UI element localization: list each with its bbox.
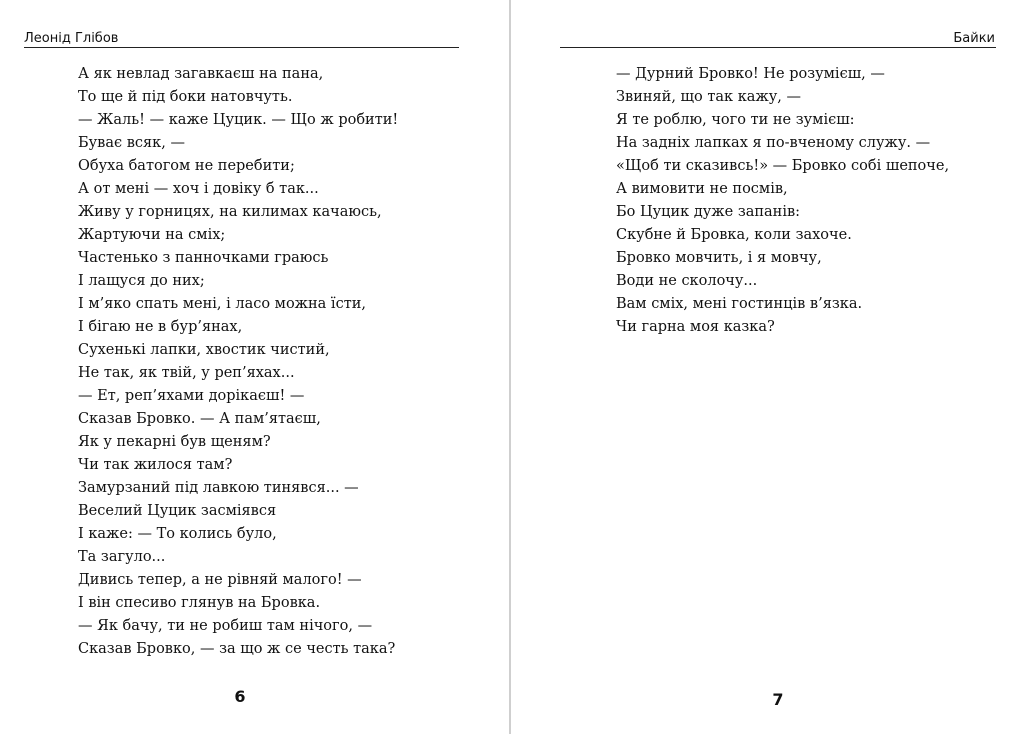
poem-line: Чи гарна моя казка? <box>616 319 775 335</box>
poem-line: — Дурний Бровко! Не розумієш, — <box>616 66 885 82</box>
left-running-header: Леонід Глібов <box>24 31 119 46</box>
left-poem-text <box>78 63 398 661</box>
poem-line: Буває всяк, — <box>78 135 185 151</box>
poem-line: Звиняй, що так кажу, — <box>616 89 802 105</box>
poem-line: Дивись тепер, а не рівняй малого! — <box>78 572 362 588</box>
left-header-rule <box>24 47 459 48</box>
poem-line: Сказав Бровко, — за що ж се честь така? <box>78 641 396 657</box>
poem-line: І каже: — То колись було, <box>78 526 277 542</box>
poem-line: І м’яко спать мені, і ласо можна їсти, <box>78 296 366 312</box>
poem-line: Я те роблю, чого ти не зумієш: <box>616 112 855 128</box>
poem-line: Частенько з панночками граюсь <box>78 250 329 266</box>
right-page <box>511 0 1021 734</box>
poem-line: А от мені — хоч і довіку б так... <box>78 181 319 197</box>
poem-line: І бігаю не в бур’янах, <box>78 319 243 335</box>
right-poem-text <box>616 63 949 339</box>
right-page-number: 7 <box>772 690 784 709</box>
poem-line: І лащуся до них; <box>78 273 205 289</box>
poem-line: Бо Цуцик дуже запанів: <box>616 204 801 220</box>
poem-line: А як невлад загавкаєш на пана, <box>78 66 324 82</box>
poem-line: «Щоб ти сказивсь!» — Бровко собі шепоче, <box>616 158 950 174</box>
poem-line: Як у пекарні був щеням? <box>78 434 271 450</box>
poem-line: Сказав Бровко. — А пам’ятаєш, <box>78 411 321 427</box>
poem-line: Жартуючи на сміх; <box>78 227 226 243</box>
poem-line: — Ет, реп’яхами дорікаєш! — <box>78 388 305 404</box>
poem-line: Обуха батогом не перебити; <box>78 158 295 174</box>
poem-line: Води не сколочу... <box>616 273 758 289</box>
poem-line: Чи так жилося там? <box>78 457 233 473</box>
poem-line: Скубне й Бровка, коли захоче. <box>616 227 852 243</box>
poem-line: Живу у горницях, на килимах качаюсь, <box>78 204 382 220</box>
poem-line: На задніх лапках я по-вченому служу. — <box>616 135 931 151</box>
right-running-header: Байки <box>953 31 995 46</box>
poem-line: Не так, як твій, у реп’яхах... <box>78 365 295 381</box>
left-page-number: 6 <box>234 687 246 706</box>
poem-line: То ще й під боки натовчуть. <box>78 89 293 105</box>
poem-line: Вам сміх, мені гостинців в’язка. <box>616 296 863 312</box>
poem-line: — Як бачу, ти не робиш там нічого, — <box>78 618 373 634</box>
poem-line: А вимовити не посмів, <box>616 181 788 197</box>
poem-line: Замурзаний під лавкою тинявся... — <box>78 480 359 496</box>
poem-line: Та загуло... <box>78 549 166 565</box>
poem-line: І він спесиво глянув на Бровка. <box>78 595 321 611</box>
poem-line: Веселий Цуцик засміявся <box>78 503 277 519</box>
poem-line: Бровко мовчить, і я мовчу, <box>616 250 822 266</box>
poem-line: Сухенькі лапки, хвостик чистий, <box>78 342 330 358</box>
left-page <box>0 0 509 734</box>
poem-line: — Жаль! — каже Цуцик. — Що ж робити! <box>78 112 399 128</box>
right-header-rule <box>560 47 996 48</box>
